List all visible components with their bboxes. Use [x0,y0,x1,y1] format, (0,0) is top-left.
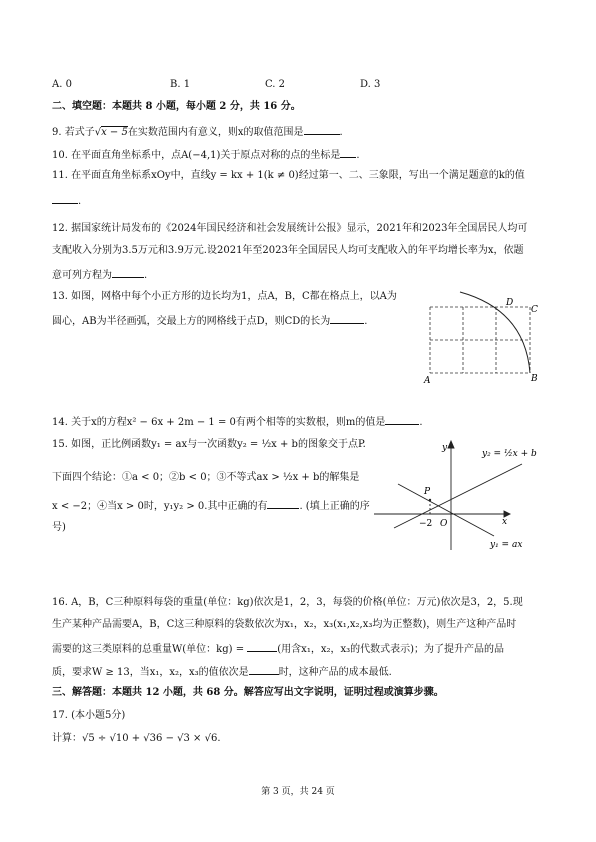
q16-line3 [52,640,504,657]
q13-line1: 13. 如图，网格中每个小正方形的边长均为1，点A，B，C都在格点上，以A为 [52,291,397,302]
question-9: 9. 若式子√x − 5在实数范围内有意义，则x的取值范围是 . [52,123,343,140]
q16-line4-tail: 时，这种产品的成本最低. [278,667,392,678]
q11-answer-blank [52,192,78,204]
q13-grid-figure [420,290,550,385]
q12-line3-text: 意可列方程为 [52,270,112,281]
q15-label-p: P [424,487,431,497]
page-footer: 第 3 页，共 24 页 [261,787,335,797]
q15-label-y1: y₁ = ax [490,540,523,550]
q15-label-x: x [502,517,508,527]
q15-line3 [52,497,370,514]
q15-line2: 下面四个结论：①a < 0；②b < 0；③不等式ax > ½x + b的解集是 [52,472,360,483]
q16-line3-text: 需要的这三类原料的总重量W(单位：kg) = [52,644,248,655]
choice-b: B. 1 [170,79,191,90]
q16-answer-blank-1 [247,640,277,652]
q15-line4: 号) [52,522,66,533]
q15-label-y2: y₂ = ½x + b [482,449,537,459]
question-10: 10. 在平面直角坐标系中，点A(−4,1)关于原点对称的点的坐标是 . [52,146,360,163]
q16-answer-blank-2 [249,663,279,675]
q13-arc [460,292,530,373]
section-heading-solutions: 三、解答题：本题共 12 小题，共 68 分。解答应写出文字说明，证明过程或演算步骤。 [52,687,444,698]
q13-label-d: D [506,298,514,308]
q13-line2-text: 圆心，AB为半径画弧，交最上方的网格线于点D，则CD的长为 [52,316,331,327]
q16-line4-text: 质，要求W ≥ 13，当x₁，x₂，x₃的值依次是 [52,667,249,678]
q10-answer-blank [340,146,356,158]
q9-suffix: 在实数范围内有意义，则x的取值范围是 [127,127,304,138]
q17-title: 17. (本小题5分) [52,710,126,721]
q9-answer-blank [304,123,340,135]
section-heading-fill-blank: 二、填空题：本题共 8 小题，每小题 2 分，共 16 分。 [52,101,301,112]
q11-text: 11. 在平面直角坐标系xOy中，直线y = kx + 1(k ≠ 0)经过第一、二、三象限，写出一个满足题意的k的值 [52,170,525,181]
q15-line3-text: x < −2；④当x > 0时，y₁y₂ > 0.其中正确的有 [52,501,268,512]
q17-calc: 计算：√5 ÷ √10 + √36 − √3 × √6. [52,733,221,744]
q14-text: 14. 关于x的方程x² − 6x + 2m − 1 = 0有两个相等的实数根，则m的值是 [52,417,386,428]
q12-line2: 支配收入分别为3.5万元和3.9万元.设2021年至2023年全国居民人均可支配收入的年平均增长率为x，依题 [52,245,524,256]
question-11-line2: . [52,192,81,209]
choice-d: D. 3 [360,79,381,90]
q9-prefix: 9. 若式子 [52,127,95,138]
q15-line3-tail: . (填上正确的序 [299,501,370,512]
q15-answer-blank [267,497,299,509]
q15-label-o: O [440,519,448,529]
q15-graph-figure [372,432,557,554]
q14-answer-blank [385,413,419,425]
choice-c: C. 2 [265,79,286,90]
q16-line2: 生产某种产品需要A，B，C这三种原料的袋数依次为x₁，x₂，x₃(x₁,x₂,x₃均为正整数)，则生产这种产品时 [52,619,517,630]
q13-line2: 圆心，AB为半径画弧，交最上方的网格线于点D，则CD的长为 . [52,312,367,329]
q16-line1: 16. A，B，C三种原料每袋的重量(单位：kg)依次是1，2，3，每袋的价格(单位：万元)依次是3，2，5.现 [52,597,523,608]
q9-radicand: x − 5 [101,127,128,138]
q15-line1: 15. 如图，正比例函数y₁ = ax与一次函数y₂ = ½x + b的图象交于点P. [52,439,366,450]
q13-label-b: B [531,374,538,384]
q13-label-c: C [531,305,538,315]
q12-line3: 意可列方程为 . [52,266,147,283]
q15-label-neg2: −2 [419,519,433,529]
choice-a: A. 0 [52,79,72,90]
q10-text: 10. 在平面直角坐标系中，点A(−4,1)关于原点对称的点的坐标是 [52,150,341,161]
q9-sqrt-symbol: √ [94,127,102,138]
q12-answer-blank [112,266,144,278]
q16-line4 [52,663,392,680]
q16-line3-tail: (用含x₁，x₂，x₃的代数式表示)；为了提升产品的品 [277,644,505,655]
question-11 [52,169,525,183]
q12-line1: 12. 据国家统计局发布的《2024年国民经济和社会发展统计公报》显示，2021年和2023年全国居民人均可 [52,223,528,234]
q13-answer-blank [330,312,364,324]
question-14: 14. 关于x的方程x² − 6x + 2m − 1 = 0有两个相等的实数根，则m的值是 . [52,413,423,430]
q15-label-y: y [442,443,448,453]
q13-label-a: A [424,376,431,385]
